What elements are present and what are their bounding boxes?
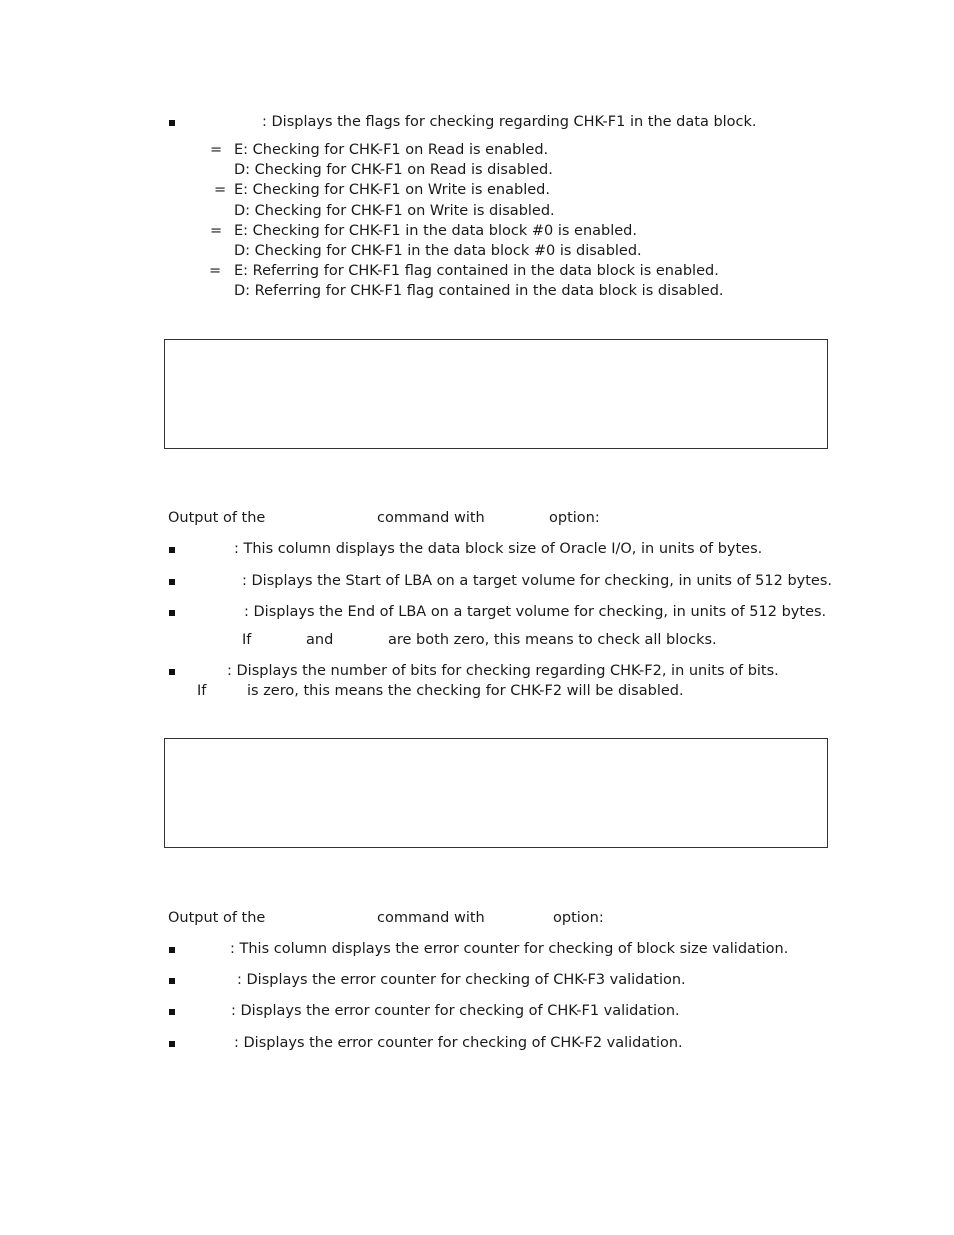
flag-referring-enabled: E: Referring for CHK-F1 flag contained in the data block is enabled. [234,263,719,279]
blocksize-error-description: : This column displays the error counter for checking of block size validation. [230,941,789,957]
flags-description: : Displays the flags for checking regarding CHK-F1 in the data block. [262,114,757,130]
output-intro-part3: option: [553,910,604,926]
lba-note-part3: are both zero, this means to check all blocks. [388,632,717,648]
bullet-marker [169,947,175,953]
flag-block0-disabled: D: Checking for CHK-F1 in the data block #0 is disabled. [234,243,642,259]
flag-read-disabled: D: Checking for CHK-F1 on Read is disabled. [234,162,553,178]
blocksize-description: : This column displays the data block size of Oracle I/O, in units of bytes. [234,541,763,557]
bullet-marker [169,1009,175,1015]
flag-block0-enabled: E: Checking for CHK-F1 in the data block #0 is enabled. [234,223,637,239]
flag-equals-sign: = [210,223,223,239]
chk-f3-error-description: : Displays the error counter for checking of CHK-F3 validation. [237,972,686,988]
output-intro-part2: command with [377,510,485,526]
bits-note-part1: If [197,683,207,699]
chk-f1-error-description: : Displays the error counter for checking of CHK-F1 validation. [231,1003,680,1019]
bullet-marker [169,120,175,126]
flag-referring-disabled: D: Referring for CHK-F1 flag contained in the data block is disabled. [234,283,724,299]
flag-write-enabled: E: Checking for CHK-F1 on Write is enabled. [234,182,550,198]
flag-read-enabled: E: Checking for CHK-F1 on Read is enabled. [234,142,549,158]
flag-write-disabled: D: Checking for CHK-F1 on Write is disabled. [234,203,555,219]
bullet-marker [169,1041,175,1047]
bullet-marker [169,978,175,984]
end-lba-description: : Displays the End of LBA on a target volume for checking, in units of 512 bytes. [244,604,827,620]
flag-equals-sign: = [214,182,227,198]
bullet-marker [169,610,175,616]
output-intro-part3: option: [549,510,600,526]
output-intro-part2: command with [377,910,485,926]
bits-description: : Displays the number of bits for checking regarding CHK-F2, in units of bits. [227,663,779,679]
output-intro-part1: Output of the [168,510,266,526]
start-lba-description: : Displays the Start of LBA on a target volume for checking, in units of 512 bytes. [242,573,833,589]
lba-note-part1: If [242,632,252,648]
chk-f2-error-description: : Displays the error counter for checking of CHK-F2 validation. [234,1035,683,1051]
code-example-box [164,339,828,449]
output-intro-part1: Output of the [168,910,266,926]
flag-equals-sign: = [209,263,222,279]
bits-note-part2: is zero, this means the checking for CHK-F2 will be disabled. [247,683,684,699]
bullet-marker [169,579,175,585]
code-example-box [164,738,828,848]
flag-equals-sign: = [210,142,223,158]
bullet-marker [169,547,175,553]
bullet-marker [169,669,175,675]
lba-note-part2: and [306,632,334,648]
